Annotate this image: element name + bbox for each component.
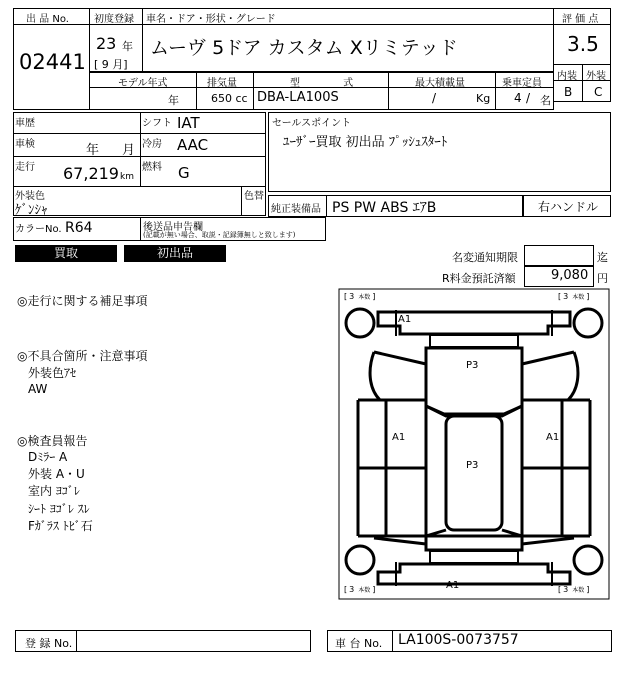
damage-mark: A1 (392, 432, 406, 443)
svg-text:[3本数]: [ 3 本数 ] (344, 585, 376, 594)
damage-mark: P3 (466, 460, 479, 471)
equipment-label: 純正装備品 (271, 204, 321, 215)
wheel-rear-right (574, 546, 602, 574)
damage-mark: P3 (466, 360, 479, 371)
rear-hatch (426, 536, 522, 550)
equipment-value: PS PW ABS ｴｱB (332, 200, 437, 216)
capacity-slash: / (526, 91, 531, 105)
max-load-slash: / (432, 91, 437, 105)
hood (426, 348, 522, 414)
wheel-front-right (574, 309, 602, 337)
ac-label: 冷房 (142, 139, 162, 150)
color-no-value: R64 (65, 220, 93, 236)
docs-note: (記載が無い場合、取説・記録簿無しと致します) (143, 231, 296, 239)
color-value: ｹﾞﾝｼｬ (15, 203, 48, 218)
type-label: 型 式 (290, 78, 354, 89)
max-load-label: 最大積載量 (415, 78, 465, 89)
exterior-label: 外装 (586, 71, 606, 82)
mileage-value: 67,219 (63, 164, 119, 183)
corner-unit: 本数 (358, 294, 371, 301)
ac-value: AAC (177, 136, 209, 154)
color-box (13, 186, 266, 216)
reg-year: 23 (96, 34, 117, 53)
capacity-value: 4 (514, 91, 522, 105)
corner-bracket: [ (344, 292, 348, 301)
damage-mark: A1 (398, 314, 412, 325)
corner-unit: 本数 (572, 587, 585, 594)
reg-no-label: 登 録 No. (25, 637, 73, 650)
capacity-unit: 名 (540, 94, 551, 107)
corner-count: 3 (563, 585, 569, 594)
tag-first-listing: 初出品 (124, 245, 226, 262)
reg-year-unit: 年 (122, 40, 133, 53)
recycle-unit: 円 (597, 272, 608, 285)
recycle-value: 9,080 (551, 268, 589, 283)
chassis-label: 車 台 No. (335, 637, 383, 650)
corner-count: 3 (349, 292, 355, 301)
sales-point-value: ﾕｰｻﾞｰ買取 初出品 ﾌﾟｯｼｭｽﾀｰﾄ (283, 135, 448, 150)
inspector-line: 室内 ﾖｺﾞﾚ (28, 484, 80, 498)
corner-count: 3 (563, 292, 569, 301)
docs-label: 後送品申告欄 (143, 222, 203, 233)
damage-mark: A1 (546, 432, 560, 443)
inspector-heading: ◎検査員報告 (17, 434, 88, 448)
inspector-line: ｼｰﾄ ﾖｺﾞﾚ ｽﾚ (28, 502, 90, 516)
svg-text:[3本数]: [ 3 本数 ] (344, 292, 376, 301)
transfer-deadline-unit: 迄 (597, 251, 608, 264)
defect-line: 外装色ｱｾ (28, 366, 77, 380)
car-diagram (338, 288, 610, 600)
model-year-label: モデル年式 (118, 78, 168, 89)
displacement-label: 排気量 (207, 78, 237, 89)
fuel-label: 燃料 (142, 162, 162, 173)
steering-value: 右ハンドル (538, 200, 599, 214)
inspection-year: 年 (86, 143, 100, 158)
inspector-line: Dﾐﾗｰ A (28, 450, 68, 464)
interior-grade: B (564, 85, 573, 99)
type-value: DBA-LA100S (257, 90, 339, 105)
history-label: 車歴 (15, 118, 35, 129)
color-label: 外装色 (15, 191, 45, 202)
mileage-label: 走行 (15, 162, 35, 173)
sales-point-label: セールスポイント (272, 118, 352, 129)
max-load-unit: Kg (476, 92, 491, 105)
defects-heading: ◎不具合箇所・注意事項 (17, 349, 148, 363)
wheel-front-left (346, 309, 374, 337)
color-no-label: カラーNo. (15, 224, 62, 235)
transfer-deadline-label: 名変通知期限 (452, 251, 518, 264)
svg-text:[3本数]: [ 3 本数 ] (558, 292, 590, 301)
roof (446, 416, 502, 530)
tag-purchase: 買取 (15, 245, 117, 262)
inspection-label: 車検 (15, 139, 35, 150)
defect-line: AW (28, 382, 48, 396)
exterior-grade: C (594, 85, 603, 99)
shift-value: IAT (177, 114, 200, 132)
lot-number: 02441 (19, 50, 86, 74)
mileage-unit: km (120, 172, 134, 182)
supplement-heading: ◎走行に関する補足事項 (17, 294, 148, 308)
first-reg-label: 初度登録 (94, 14, 134, 25)
damage-mark: A1 (446, 580, 460, 591)
rear-bumper (378, 564, 570, 584)
repaint-label: 色替 (244, 191, 264, 202)
corner-unit: 本数 (358, 587, 371, 594)
fuel-value: G (178, 164, 190, 182)
inspection-month: 月 (122, 143, 136, 158)
model-year-unit: 年 (168, 94, 179, 107)
interior-label: 内装 (557, 71, 577, 82)
shift-label: シフト (142, 118, 172, 129)
corner-count: 3 (349, 585, 355, 594)
corner-unit: 本数 (572, 294, 585, 301)
inspector-line: Fｶﾞﾗｽ ﾄﾋﾞ石 (28, 519, 93, 533)
svg-text:[3本数]: [ 3 本数 ] (558, 585, 590, 594)
car-name: ムーヴ 5ドア カスタム Xリミテッド (150, 37, 458, 59)
reg-month: [ 9 月] (94, 58, 128, 71)
displacement-value: 650 cc (211, 92, 248, 105)
transfer-deadline-box (524, 245, 594, 266)
recycle-label: R料金預託済額 (442, 272, 516, 285)
wheel-rear-left (346, 546, 374, 574)
name-label: 車名・ドア・形状・グレード (146, 14, 276, 25)
score-value: 3.5 (567, 32, 599, 56)
chassis-no: LA100S-0073757 (398, 632, 519, 648)
inspector-line: 外装 A・U (28, 467, 85, 481)
score-label: 評 価 点 (562, 14, 599, 25)
capacity-label: 乗車定員 (502, 78, 542, 89)
lot-label: 出 品 No. (26, 14, 69, 25)
